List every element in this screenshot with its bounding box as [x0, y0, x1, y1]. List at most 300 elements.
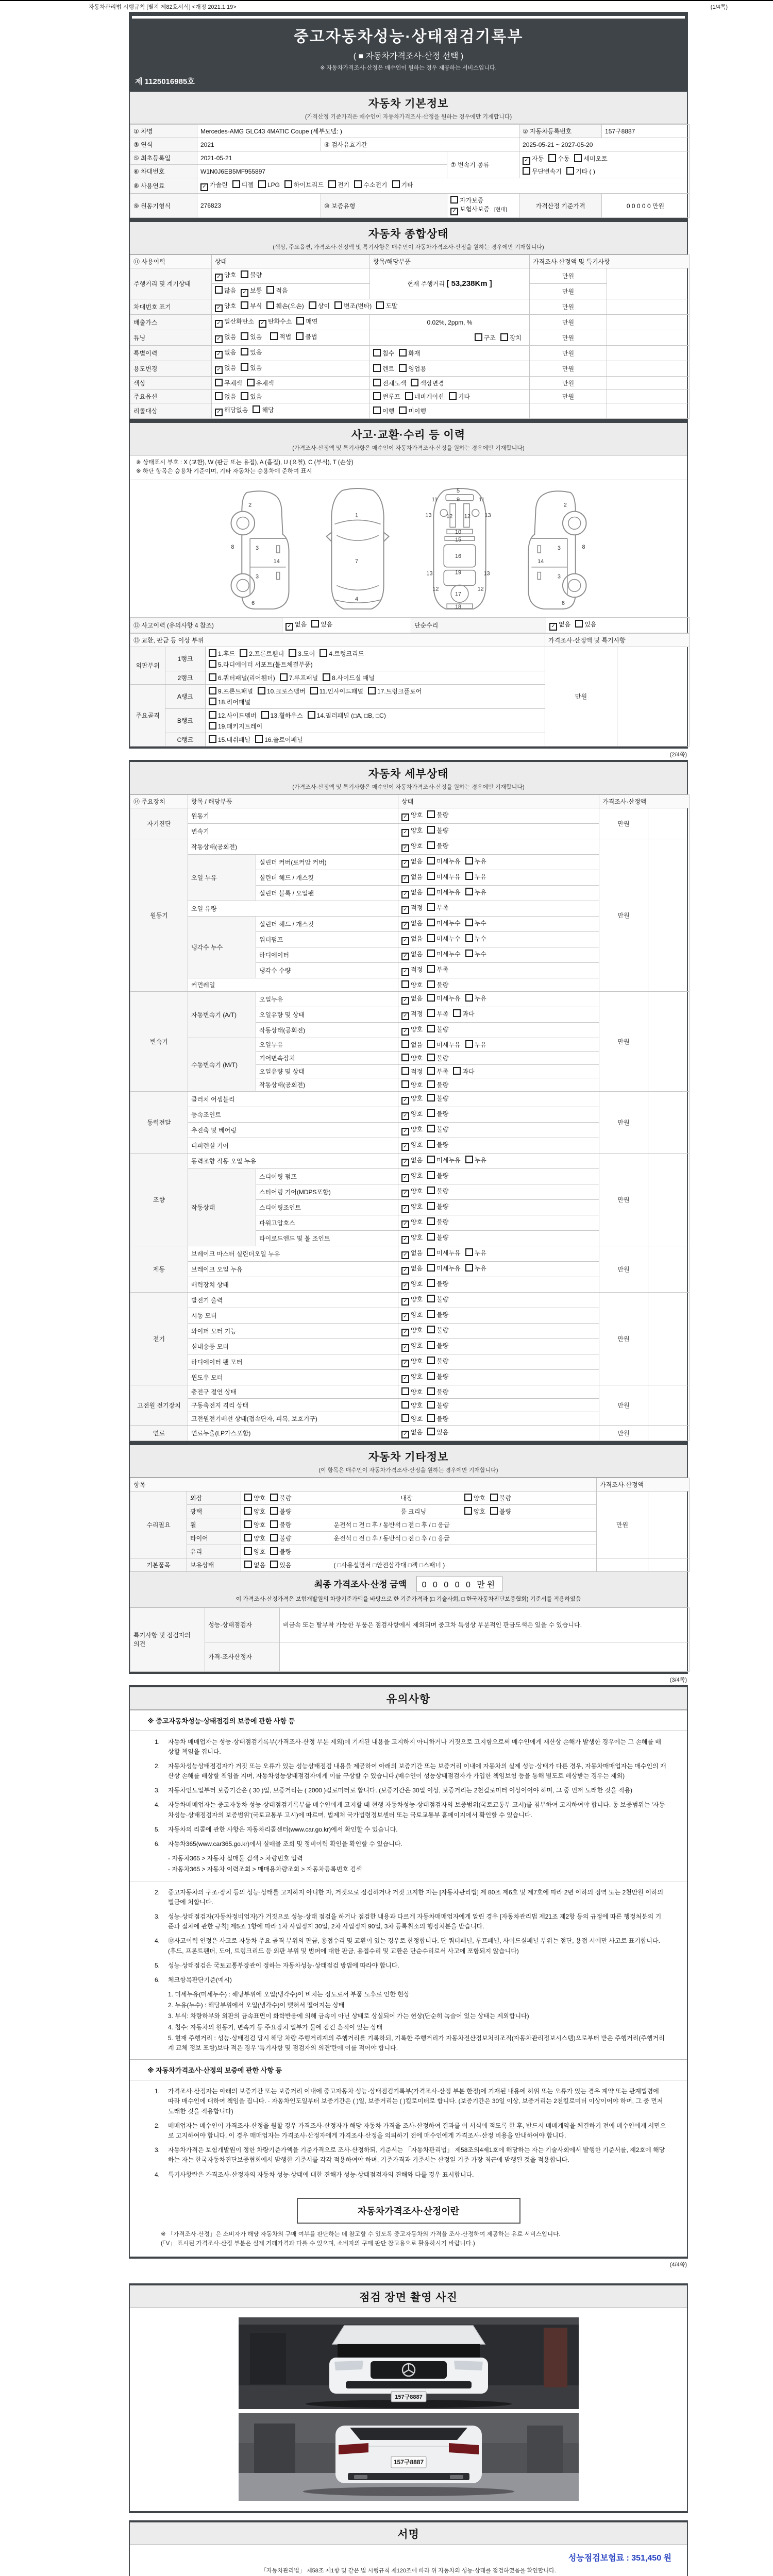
checkbox-불량[interactable] [427, 1310, 448, 1319]
checkbox-label: 양호 [411, 826, 423, 834]
checkbox-불량[interactable] [427, 810, 448, 819]
checkbox-도말[interactable] [376, 301, 397, 310]
checkbox-매연[interactable] [296, 317, 317, 326]
item-label: 수동변속기 (M/T) [188, 1038, 256, 1091]
passenger-car-note: ※ 하단 항목은 승용차 기준이며, 기타 자동차는 승용차에 준하여 표시 [136, 468, 312, 475]
checkbox-양호[interactable]: ✓ 양호 [401, 1233, 423, 1244]
checkbox-불량[interactable] [427, 1187, 448, 1195]
checkbox-6.쿼터패널(리어휀더)[interactable] [209, 673, 275, 682]
vin-value: W1N0J6EB5MF955897 [197, 165, 447, 178]
remark-cell [648, 1153, 690, 1246]
checkbox-10.크로스멤버[interactable] [258, 687, 306, 696]
checkbox-과다[interactable] [453, 1067, 474, 1076]
field-label: ⑥ 차대번호 [130, 165, 197, 178]
checkbox-없음[interactable]: ✓ 없음 [215, 348, 236, 359]
checkbox-미세누유[interactable] [427, 1156, 460, 1164]
checkbox-자동[interactable]: ✓ 자동 [523, 154, 544, 165]
definition-note-2: (「V」 표시된 가격조사·산정 부분은 실제 거래가격과 다를 수 있으며, 소비자의 구매 판단 참고용으로 활용하시기 바랍니다.) [161, 2241, 475, 2247]
checkbox-1.후드[interactable] [209, 649, 235, 658]
car-diagram-top [319, 485, 396, 613]
checkbox-불량[interactable] [270, 1520, 291, 1529]
checkbox-양호[interactable]: ✓ 양호 [401, 810, 423, 821]
checkbox-label: 미세누유 [436, 873, 461, 880]
rank-label: B랭크 [165, 708, 206, 733]
checkbox-label: 6.쿼터패널(리어휀더) [218, 674, 275, 682]
checkbox-11.인사이드패널[interactable] [310, 687, 363, 696]
remark-cell [648, 808, 690, 839]
definition-note-1: ※ 「가격조사·산정」은 소비자가 해당 자동차의 구매 여부를 판단하는 데 참고할 수 있도록 중고자동차의 가격을 조사·산정하여 제공하는 유료 서비스입니다. [161, 2231, 561, 2238]
checkbox-없음[interactable]: ✓ 없음 [401, 1264, 423, 1275]
notice-sub-item: 2. 누유(누수) : 해당부위에서 오일(냉각수)이 맺혀서 떨어지는 상태 [168, 2002, 345, 2009]
checkbox-불량[interactable] [427, 1295, 448, 1303]
checkbox-양호[interactable]: ✓ 양호 [401, 1372, 423, 1383]
state-cell [206, 733, 545, 746]
checkbox-양호[interactable]: ✓ 양호 [401, 1171, 423, 1182]
checkbox-색상변경[interactable] [411, 379, 444, 387]
checkbox-적정[interactable]: ✓ 적정 [401, 1009, 423, 1020]
checkbox-양호[interactable]: ✓ 양호 [401, 1202, 423, 1213]
checkbox-불량[interactable] [427, 1233, 448, 1242]
checkbox-불량[interactable] [427, 1279, 448, 1288]
checkbox-label: 양호 [473, 1494, 485, 1502]
checkbox-있음[interactable] [241, 392, 262, 401]
remark-cell [607, 299, 690, 315]
checkbox-하이브리드[interactable] [284, 180, 324, 189]
checkbox-양호[interactable]: ✓ 양호 [401, 1357, 423, 1367]
checkbox-없음[interactable]: ✓ 없음 [401, 888, 423, 899]
row-label: 보유상태 [187, 1558, 241, 1571]
checkbox-양호[interactable] [244, 1534, 265, 1543]
checkbox-탄화수소[interactable]: ✓ 탄화수소 [259, 317, 292, 328]
checkbox-해당없음[interactable]: ✓ 해당없음 [215, 405, 248, 416]
field-label: ② 자동차등록번호 [519, 125, 602, 138]
checkbox-불량[interactable] [270, 1547, 291, 1556]
checkbox-label: 양호 [411, 1311, 423, 1318]
checkbox-label: 탄화수소 [267, 318, 292, 325]
checkbox-부식[interactable] [241, 301, 262, 310]
license-plate-rear: 157구8887 [393, 2459, 424, 2466]
checkbox-누유[interactable] [465, 994, 486, 1003]
checkbox-없음[interactable]: ✓ 없음 [401, 919, 423, 929]
panel-number-11: 11 [431, 496, 438, 503]
checkbox-부족[interactable] [427, 1009, 448, 1018]
checkbox-미세누수[interactable] [427, 950, 460, 958]
repair-needed-label: 수리필요 [130, 1491, 187, 1558]
checkbox-불량[interactable] [427, 1202, 448, 1211]
checkbox-label: 2.프론트휀더 [249, 650, 284, 657]
checkbox-label: 불량 [436, 1233, 449, 1241]
fuel-type-cell [197, 178, 690, 194]
checkbox-디젤[interactable] [232, 180, 254, 189]
checkbox-label: 16.플로어패널 [264, 736, 303, 743]
checkbox-보통[interactable]: ✓ 보통 [241, 286, 262, 297]
checkbox-label: 불량 [279, 1507, 292, 1515]
transmission-type-cell [519, 151, 690, 178]
item-label: 원동기 [188, 808, 398, 823]
remark-cell [607, 330, 690, 346]
checkbox-label: 양호 [254, 1507, 266, 1515]
checkbox-불량[interactable] [490, 1494, 511, 1502]
checkbox-없음[interactable]: ✓ 없음 [401, 934, 423, 945]
photos-header [130, 2285, 687, 2308]
checkbox-양호[interactable] [401, 1080, 423, 1089]
checkbox-수동[interactable] [548, 154, 569, 163]
item-label: 조향 [130, 1153, 188, 1246]
checkbox-누유[interactable] [465, 1264, 486, 1273]
state-cell [241, 1558, 597, 1571]
checkbox-불량[interactable] [427, 1387, 448, 1396]
panel-number-6: 6 [251, 600, 255, 606]
checkbox-label: 양호 [411, 1342, 423, 1349]
checkbox-불량[interactable] [427, 1140, 448, 1149]
item-label: 연료누출(LP가스포함) [188, 1425, 398, 1440]
checkbox-불량[interactable] [427, 841, 448, 850]
checkbox-불량[interactable] [427, 1217, 448, 1226]
checkbox-양호[interactable]: ✓ 양호 [215, 301, 236, 312]
checkbox-양호[interactable] [244, 1547, 265, 1556]
checkbox-있음[interactable] [241, 332, 262, 341]
checkbox-불량[interactable] [427, 826, 448, 835]
checkbox-미세누유[interactable] [427, 857, 460, 866]
checkbox-label: 무단변속기 [532, 167, 562, 175]
checkbox-양호[interactable]: ✓ 양호 [401, 841, 423, 852]
item-label: 고전원전기배선 상태(접속단자, 피복, 보호기구) [188, 1412, 398, 1425]
checkbox-label: 불량 [436, 1202, 449, 1210]
checkbox-화재[interactable] [399, 349, 420, 358]
checkbox-없음[interactable]: ✓ 없음 [401, 857, 423, 868]
checkbox-19.패키지트레이[interactable] [209, 722, 262, 731]
checkbox-label: 양호 [411, 1054, 423, 1062]
checkbox-양호[interactable]: ✓ 양호 [401, 826, 423, 837]
checkbox-무단변속기[interactable] [523, 167, 562, 176]
legal-footer [130, 2566, 687, 2576]
checkbox-네비게이션[interactable] [405, 392, 444, 401]
checkbox-양호[interactable]: ✓ 양호 [401, 1094, 423, 1105]
checkbox-label: 11.인사이드패널 [319, 687, 363, 695]
checkbox-부족[interactable] [427, 1067, 448, 1076]
checkbox-변조(변타)[interactable] [334, 301, 372, 310]
checkbox-없음[interactable]: ✓ 없음 [401, 950, 423, 960]
checkbox-4.트렁크리드[interactable] [320, 649, 364, 658]
checkbox-불량[interactable] [270, 1534, 291, 1543]
checkbox-양호[interactable] [244, 1507, 265, 1516]
checkbox-부족[interactable] [427, 903, 448, 912]
checkbox-불량[interactable] [427, 1054, 448, 1062]
checkbox-있음[interactable] [270, 1561, 291, 1569]
regulation-reference: 자동차관리법 시행규칙 [별지 제82호서식] <개정 2021.1.19> [89, 4, 237, 10]
checkbox-수소전기[interactable] [354, 180, 387, 189]
price-cell: 만원 [599, 1425, 648, 1440]
checkbox-부족[interactable] [427, 965, 448, 974]
panel-number-5: 5 [456, 487, 460, 494]
checkbox-미세누유[interactable] [427, 1040, 460, 1049]
checkbox-해당[interactable] [253, 405, 274, 414]
checkbox-적음[interactable] [266, 286, 288, 295]
inspector-label: 성능·상태점검자 [205, 1607, 280, 1642]
checkbox-양호[interactable]: ✓ 양호 [401, 1109, 423, 1120]
checkbox-상이[interactable] [309, 301, 330, 310]
checkbox-누유[interactable] [465, 872, 486, 881]
checkbox-이행[interactable] [373, 406, 394, 415]
checkbox-불량[interactable] [427, 1341, 448, 1350]
accident-title: 사고·교환·수리 등 이력 [351, 429, 466, 441]
notice-item: 1. 자동차 매매업자는 성능·상태점검기록부(가격조사·산정 부분 제외)에 기재된 내용을 고지하지 아니하거나 거짓으로 고지함으로써 매수인에게 재산상 손해가 발생한 경우에는 그 손해를 배상할 책임을 집니다. [155, 1738, 661, 1755]
checkbox-label: 없음 [411, 873, 423, 880]
checkbox-없음[interactable]: ✓ 없음 [401, 1428, 423, 1438]
panel-number-13: 13 [483, 570, 490, 577]
checkbox-훼손(오손)[interactable] [266, 301, 304, 310]
checkbox-불량[interactable] [427, 1326, 448, 1334]
checkbox-label: 불량 [436, 1218, 449, 1226]
checkbox-불량[interactable] [427, 1171, 448, 1180]
checkbox-불량[interactable] [427, 1025, 448, 1033]
checkbox-있음[interactable] [241, 363, 262, 372]
checkbox-label: 양호 [473, 1507, 485, 1515]
checkbox-많음[interactable] [215, 286, 236, 295]
signature-header [130, 2522, 687, 2545]
checkbox-불량[interactable] [241, 270, 262, 279]
checkbox-미세누유[interactable] [427, 1264, 460, 1273]
checkbox-누유[interactable] [465, 1248, 486, 1257]
checkbox-label: 누유 [474, 1041, 486, 1048]
checkbox-세미오토[interactable] [574, 154, 607, 163]
panel-number-12: 12 [464, 513, 470, 519]
checkbox-12.사이드멤버[interactable] [209, 711, 257, 720]
checkbox-label: 불량 [499, 1507, 512, 1515]
checkbox-양호[interactable] [244, 1494, 265, 1502]
checkbox-없음[interactable]: ✓ 없음 [549, 620, 570, 631]
checkbox-썬루프[interactable] [373, 392, 400, 401]
checkbox-양호[interactable]: ✓ 양호 [401, 1310, 423, 1321]
checkbox-불량[interactable] [427, 1372, 448, 1381]
checkbox-없음[interactable]: ✓ 없음 [401, 872, 423, 883]
checkbox-불량[interactable] [427, 1401, 448, 1410]
state-cell [398, 1107, 599, 1122]
field-label: 가격산정 기준가격 [519, 194, 602, 218]
checkbox-자가보증[interactable] [450, 196, 483, 205]
checkbox-label: 없음 [224, 393, 237, 400]
checkbox-label: 보험사보증 [460, 206, 490, 213]
col-header: 상태 [398, 794, 599, 808]
checkbox-없음[interactable]: ✓ 없음 [215, 332, 236, 343]
checkbox-과다[interactable] [453, 1009, 474, 1018]
checkbox-불량[interactable] [427, 1357, 448, 1365]
checkbox-불량[interactable] [427, 1125, 448, 1133]
checkbox-누유[interactable] [465, 1156, 486, 1164]
checkbox-label: 누수 [474, 950, 486, 958]
checkbox-없음[interactable]: ✓ 없음 [401, 994, 423, 1005]
checkbox-label: 장치 [509, 334, 522, 342]
checkbox-적법[interactable] [270, 332, 291, 341]
checkbox-기타 ( )[interactable] [566, 167, 595, 176]
checkbox-14.필러패널 (□A, □B, □C)[interactable] [308, 711, 386, 720]
checkbox-label: 자가보증 [460, 197, 484, 204]
signature-title: 서명 [397, 2529, 419, 2541]
checkbox-적정[interactable]: ✓ 적정 [401, 903, 423, 914]
checkbox-적정[interactable] [401, 1067, 423, 1076]
checkbox-13.휠하우스[interactable] [261, 711, 303, 720]
checkbox-불량[interactable] [427, 1109, 448, 1118]
checkbox-양호[interactable]: ✓ 양호 [401, 1140, 423, 1151]
checkbox-label: 양호 [254, 1534, 266, 1542]
checkbox-양호[interactable]: ✓ 양호 [401, 1295, 423, 1306]
price-survey-definition-notes [130, 2229, 687, 2257]
notice-item: 3. 성능·상태점검자(자동차정비업자)가 거짓으로 성능·상태 점검을 하거나 점검한 내용과 다르게 자동차매매업자에게 알린 경우 [자동차관리법 제21조 제2항 등의 규정에 따른 행정처분의 기준과 절차에 관한 규칙] 제5조 1항에 따라 1차 사업정지 30일, 2차 사업정지 90일, 3차 등록취소의 행정처분을 받습니다. [155, 1912, 662, 1930]
checkbox-누유[interactable] [465, 857, 486, 866]
checkbox-양호[interactable]: ✓ 양호 [401, 1326, 423, 1336]
checkbox-일산화탄소[interactable]: ✓ 일산화탄소 [215, 317, 254, 328]
checkbox-5.라디에이터 서포트(볼트체결부품)[interactable] [209, 660, 313, 669]
panel-number-2: 2 [563, 502, 567, 509]
checkbox-불량[interactable] [427, 1414, 448, 1423]
checkbox-양호[interactable] [401, 1414, 423, 1423]
checkbox-양호[interactable] [401, 980, 423, 989]
inspection-photo-rear [239, 2413, 579, 2501]
checkbox-불량[interactable] [270, 1507, 291, 1516]
price-cell: 만원 [599, 839, 648, 991]
checkbox-양호[interactable]: ✓ 양호 [401, 1125, 423, 1136]
checkbox-미이행[interactable] [399, 406, 426, 415]
item-label: 작동상태(공회전) [256, 1078, 398, 1091]
overall-condition-table [130, 255, 690, 419]
checkbox-장치[interactable] [500, 333, 522, 342]
mileage-value: [ 53,238Km ] [446, 279, 492, 288]
checkbox-16.플로어패널[interactable] [255, 735, 303, 744]
checkbox-양호[interactable] [401, 1387, 423, 1396]
checkbox-양호[interactable]: ✓ 양호 [401, 1187, 423, 1197]
checkbox-있음[interactable] [311, 620, 332, 629]
checkbox-없음[interactable]: ✓ 없음 [285, 620, 307, 631]
checkbox-없음[interactable]: ✓ 없음 [401, 1248, 423, 1259]
checkbox-미세누수[interactable] [427, 919, 460, 927]
checkbox-LPG[interactable] [258, 180, 280, 189]
notice-heading-1: ※ 중고자동차성능·상태점검의 보증에 관한 사항 등 [130, 1710, 687, 1731]
checkbox-18.리어패널[interactable] [209, 698, 250, 706]
checkbox-label: 10.크로스멤버 [266, 687, 306, 695]
checkbox-양호[interactable] [401, 1054, 423, 1062]
checkbox-불량[interactable] [427, 980, 448, 989]
checkbox-미세누수[interactable] [427, 934, 460, 943]
panel-number-8: 8 [230, 544, 234, 550]
checkbox-label: 해당 [262, 406, 274, 414]
overall-title: 자동차 종합상태 [368, 228, 449, 240]
checkbox-무채색[interactable] [215, 379, 242, 387]
checkbox-미세누유[interactable] [427, 994, 460, 1003]
checkbox-전체도색[interactable] [373, 379, 406, 387]
row-label: 배출가스 [130, 315, 212, 330]
checkbox-기타[interactable] [449, 392, 470, 401]
checkbox-양호[interactable]: ✓ 양호 [215, 270, 236, 281]
state-cell [398, 901, 599, 916]
checkbox-있음[interactable] [427, 1428, 448, 1436]
checkbox-없음[interactable]: ✓ 없음 [401, 1156, 423, 1166]
checkbox-15.대쉬패널[interactable] [209, 735, 250, 744]
mileage-cell [370, 268, 530, 299]
checkbox-미세누유[interactable] [427, 872, 460, 881]
checkbox-미세누유[interactable] [427, 888, 460, 896]
checkbox-침수[interactable] [373, 349, 394, 358]
checkbox-있음[interactable] [241, 348, 262, 357]
remark-cell [607, 377, 690, 390]
checkbox-보험사보증[interactable]: ✓ 보험사보증 [450, 205, 490, 215]
checkbox-영업용[interactable] [399, 364, 426, 373]
checkbox-label: 불량 [436, 1415, 449, 1422]
price-cell: 만원 [597, 1491, 648, 1558]
checkbox-미세누유[interactable] [427, 1248, 460, 1257]
price-survey-note: ※ 자동차가격조사·산정은 매수인이 원하는 경우 제공하는 서비스입니다. [320, 65, 497, 71]
checkbox-8.사이드실 패널[interactable] [323, 673, 375, 682]
price-cell: 만원 [599, 1246, 648, 1292]
state-cell [241, 1491, 597, 1504]
price-cell: 만원 [599, 808, 648, 839]
checkbox-양호[interactable] [464, 1507, 485, 1516]
checkbox-적정[interactable]: ✓ 적정 [401, 965, 423, 976]
panel-number-12: 12 [477, 585, 484, 592]
checkbox-label: 누유 [474, 857, 486, 865]
checkbox-양호[interactable]: ✓ 양호 [401, 1025, 423, 1036]
checkbox-양호[interactable] [401, 1401, 423, 1410]
state-cell [212, 361, 370, 377]
checkbox-불량[interactable] [427, 1094, 448, 1103]
checkbox-누수[interactable] [465, 919, 486, 927]
item-label: 시동 모터 [188, 1308, 398, 1323]
checkbox-17.트렁크플로어[interactable] [368, 687, 422, 696]
state-cell [398, 1138, 599, 1153]
checkbox-양호[interactable]: ✓ 양호 [401, 1279, 423, 1290]
checkbox-불량[interactable] [270, 1494, 291, 1502]
checkbox-양호[interactable] [244, 1520, 265, 1529]
state-cell [398, 1246, 599, 1261]
checkbox-3.도어[interactable] [289, 649, 315, 658]
checkbox-가솔린[interactable]: ✓ 가솔린 [200, 180, 228, 191]
checkbox-양호[interactable]: ✓ 양호 [401, 1217, 423, 1228]
checkbox-불량[interactable] [427, 1080, 448, 1089]
performance-insurance-fee [130, 2545, 687, 2566]
checkbox-있음[interactable] [575, 620, 596, 629]
checkbox-없음[interactable] [215, 392, 236, 401]
checkbox-2.프론트휀더[interactable] [240, 649, 284, 658]
checkbox-없음[interactable]: ✓ 없음 [215, 363, 236, 374]
checkbox-양호[interactable] [464, 1494, 485, 1502]
checkbox-label: 없음 [224, 333, 237, 341]
checkbox-렌트[interactable] [373, 364, 394, 373]
checkbox-누수[interactable] [465, 950, 486, 958]
checkbox-불량[interactable] [490, 1507, 511, 1516]
checkbox-label: 불량 [436, 1295, 449, 1303]
checkbox-누유[interactable] [465, 888, 486, 896]
price-cell: 만원 [530, 330, 607, 346]
section-basic-info [129, 90, 688, 220]
checkbox-유채색[interactable] [247, 379, 274, 387]
checkbox-7.루프패널[interactable] [280, 673, 318, 682]
checkbox-누수[interactable] [465, 934, 486, 943]
row-label: 용도변경 [130, 361, 212, 377]
remark-cell [648, 1491, 690, 1558]
checkbox-label: 불량 [279, 1521, 292, 1529]
checkbox-9.프론트패널[interactable] [209, 687, 253, 696]
checkbox-양호[interactable]: ✓ 양호 [401, 1341, 423, 1352]
checkbox-label: 세미오토 [583, 155, 608, 162]
checkbox-없음[interactable] [401, 1040, 423, 1049]
checkbox-전기[interactable] [328, 180, 349, 189]
checkbox-없음[interactable] [244, 1561, 265, 1569]
checkbox-label: 불량 [436, 1357, 449, 1365]
notice-sub-item: 3. 부식: 차량하부와 외판의 금속표면이 화학반응에 의해 금속이 아닌 상태로 상실되어 가는 현상(단순히 녹슬어 있는 상태는 제외합니다) [168, 2012, 529, 2020]
checkbox-기타[interactable] [392, 180, 413, 189]
checkbox-누유[interactable] [465, 1040, 486, 1049]
checkbox-불법[interactable] [296, 332, 317, 341]
checkbox-구조[interactable] [475, 333, 496, 342]
